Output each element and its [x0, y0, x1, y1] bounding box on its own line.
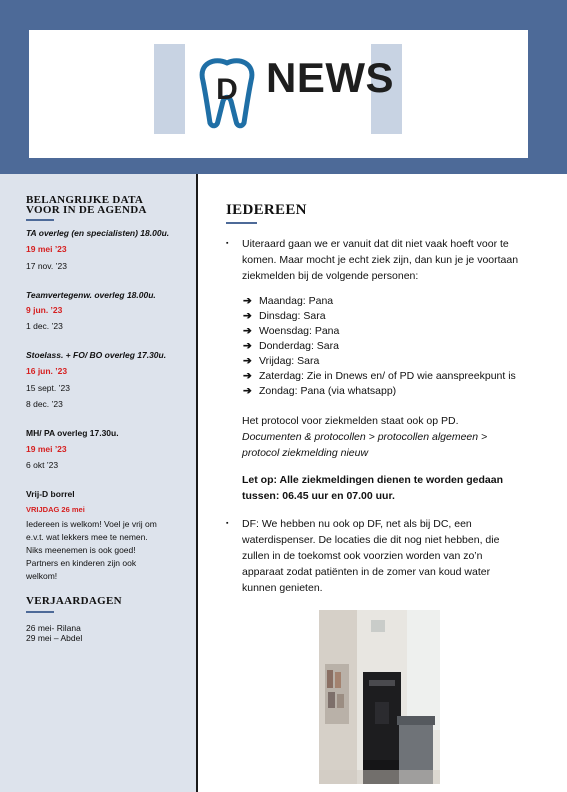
event-date: 19 mei ’23 [26, 244, 67, 254]
event-date: 15 sept. ’23 [26, 383, 70, 393]
notice-line: Let op: Alle ziekmeldingen dienen te worden gedaan [242, 474, 503, 486]
bullet-icon: ▪ [226, 240, 229, 247]
sick-contact-row [243, 339, 339, 354]
bullet-icon: ▪ [226, 520, 229, 527]
sick-contact-row [243, 369, 516, 384]
borrel-note-line: Iedereen is welkom! Voel je vrij om [26, 519, 157, 529]
page-title: IEDEREEN [226, 202, 307, 218]
sick-contact-text: Zaterdag: Zie in Dnews en/ of PD wie aanspreekpunt is [259, 370, 516, 382]
borrel-note-line: e.v.t. wat lekkers mee te nemen. [26, 532, 148, 542]
sick-contact-text: Zondag: Pana (via whatsapp) [259, 385, 397, 397]
event-title: Stoelass. + FO/ BO overleg 17.30u. [26, 350, 167, 360]
intro-line: komen. Maar mocht je echt ziek zijn, dan kun je je voortaan [242, 254, 519, 266]
arrow-right-icon: ➔ [243, 355, 252, 367]
arrow-right-icon: ➔ [243, 340, 252, 352]
arrow-right-icon: ➔ [243, 295, 252, 307]
tooth-icon [188, 51, 266, 129]
borrel-date: VRIJDAG 26 mei [26, 505, 85, 514]
event-title: MH/ PA overleg 17.30u. [26, 428, 119, 438]
event-date: 9 jun. ’23 [26, 305, 63, 315]
event-date: 8 dec. ’23 [26, 399, 63, 409]
intro-line: Uiteraard gaan we er vanuit dat dit niet vaak hoeft voor te [242, 238, 509, 250]
notice-line: tussen: 06.45 uur en 07.00 uur. [242, 490, 395, 502]
df-line: kunnen genieten. [242, 582, 323, 594]
header-band [0, 0, 567, 174]
event-date: 6 okt ’23 [26, 460, 59, 470]
arrow-right-icon: ➔ [243, 385, 252, 397]
sick-contact-row [243, 294, 333, 309]
birthday-item: 29 mei – Abdel [26, 633, 83, 643]
agenda-title-line2: VOOR IN DE AGENDA [26, 204, 147, 216]
logo-wordmark: NEWS [266, 54, 394, 101]
protocol-line: Het protocol voor ziekmelden staat ook op PD. [242, 415, 459, 427]
event-date: 19 mei ’23 [26, 444, 67, 454]
sick-contact-text: Maandag: Pana [259, 295, 334, 307]
df-line: DF: We hebben nu ook op DF, net als bij DC, een [242, 518, 472, 530]
birthdays-title: VERJAARDAGEN [26, 595, 122, 607]
event-date: 17 nov. ’23 [26, 261, 67, 271]
borrel-note-line: Niks meenemen is ook goed! [26, 545, 136, 555]
df-line: zullen in de toekomst ook voorzien worden van zo’n [242, 550, 483, 562]
borrel-note-line: welkom! [26, 571, 58, 581]
sick-contact-text: Woensdag: Pana [259, 325, 340, 337]
agenda-title-line1: BELANGRIJKE DATA [26, 194, 144, 206]
logo-banner [154, 44, 402, 134]
birthdays-title-rule [26, 611, 54, 613]
event-date: 16 jun. ’23 [26, 366, 68, 376]
borrel-note-line: Partners en kinderen zijn ook [26, 558, 137, 568]
event-date: 1 dec. ’23 [26, 321, 63, 331]
sick-contact-row [243, 384, 396, 399]
sick-contact-text: Dinsdag: Sara [259, 310, 326, 322]
event-title: Teamvertegenw. overleg 18.00u. [26, 290, 156, 300]
sick-contact-row [243, 354, 319, 369]
arrow-right-icon: ➔ [243, 325, 252, 337]
arrow-right-icon: ➔ [243, 310, 252, 322]
sick-contact-text: Donderdag: Sara [259, 340, 339, 352]
sick-contact-text: Vrijdag: Sara [259, 355, 320, 367]
dnews-logo [185, 44, 394, 134]
protocol-path-line: protocol ziekmelding nieuw [242, 447, 369, 459]
water-dispenser-photo [319, 610, 440, 784]
agenda-title-rule [26, 219, 54, 221]
sick-contact-row [243, 309, 326, 324]
title-rule [226, 222, 257, 224]
df-line: waterdispenser. De locaties die dit nog niet hebben, die [242, 534, 500, 546]
sick-contact-row [243, 324, 339, 339]
arrow-right-icon: ➔ [243, 370, 252, 382]
intro-line: ziekmelden bij de volgende personen: [242, 270, 419, 282]
borrel-title: Vrij-D borrel [26, 489, 75, 499]
birthday-item: 26 mei- Rilana [26, 623, 81, 633]
masthead [29, 30, 528, 158]
event-title: TA overleg (en specialisten) 18.00u. [26, 228, 170, 238]
protocol-path-line: Documenten & protocollen > protocollen algemeen > [242, 431, 488, 443]
df-line: apparaat zodat patiënten in de zomer van koud water [242, 566, 491, 578]
logo-letter: D [216, 73, 238, 106]
